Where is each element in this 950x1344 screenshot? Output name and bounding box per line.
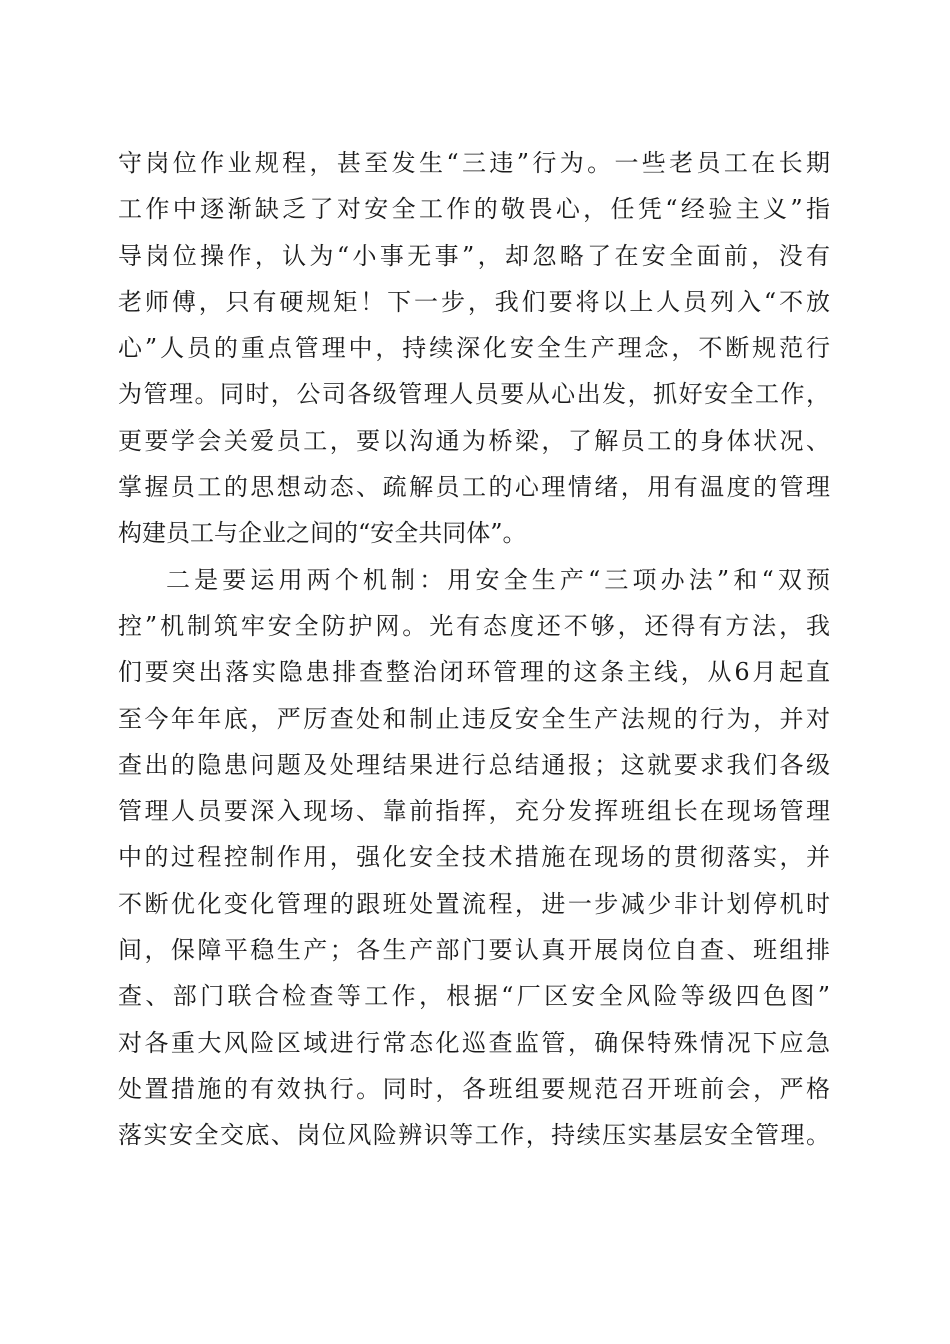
text-line: 中的过程控制作用，强化安全技术措施在现场的贯彻落实，并 <box>118 843 830 872</box>
text-line: 更要学会关爱员工，要以沟通为桥梁，了解员工的身体状况、 <box>118 426 830 455</box>
text-line: 们要突出落实隐患排查整治闭环管理的这条主线，从6月起直 <box>118 658 830 687</box>
text-line: 处置措施的有效执行。同时，各班组要规范召开班前会，严格 <box>118 1074 830 1103</box>
text-line: 对各重大风险区域进行常态化巡查监管，确保特殊情况下应急 <box>118 1028 830 1057</box>
text-line: 至今年年底，严厉查处和制止违反安全生产法规的行为，并对 <box>118 704 830 733</box>
text-line: 为管理。同时，公司各级管理人员要从心出发，抓好安全工作， <box>118 380 830 409</box>
text-line: 不断优化变化管理的跟班处置流程，进一步减少非计划停机时 <box>118 889 830 918</box>
text-line: 心”人员的重点管理中，持续深化安全生产理念，不断规范行 <box>118 334 830 363</box>
text-line: 落实安全交底、岗位风险辨识等工作，持续压实基层安全管理。 <box>118 1121 830 1150</box>
text-line: 掌握员工的思想动态、疏解员工的心理情绪，用有温度的管理 <box>118 473 830 502</box>
text-line: 导岗位操作，认为“小事无事”，却忽略了在安全面前，没有 <box>118 241 830 270</box>
paragraph-2 <box>118 557 830 1159</box>
paragraph-1 <box>118 140 830 557</box>
text-line: 间，保障平稳生产；各生产部门要认真开展岗位自查、班组排 <box>118 936 830 965</box>
text-line: 查、部门联合检查等工作，根据“厂区安全风险等级四色图” <box>118 982 830 1011</box>
text-line: 守岗位作业规程，甚至发生“三违”行为。一些老员工在长期 <box>118 149 830 177</box>
text-line: 查出的隐患问题及处理结果进行总结通报；这就要求我们各级 <box>118 750 830 779</box>
text-line: 老师傅，只有硬规矩！下一步，我们要将以上人员列入“不放 <box>118 287 830 316</box>
paragraph-heading-line: 二是要运用两个机制：用安全生产“三项办法”和“双预 <box>166 565 830 594</box>
text-line: 管理人员要深入现场、靠前指挥，充分发挥班组长在现场管理 <box>118 797 830 826</box>
document-body <box>118 140 830 1159</box>
text-line: 控”机制筑牢安全防护网。光有态度还不够，还得有方法，我 <box>118 611 830 640</box>
text-line: 构建员工与企业之间的“安全共同体”。 <box>118 519 527 548</box>
text-line: 工作中逐渐缺乏了对安全工作的敬畏心，任凭“经验主义”指 <box>118 195 830 224</box>
